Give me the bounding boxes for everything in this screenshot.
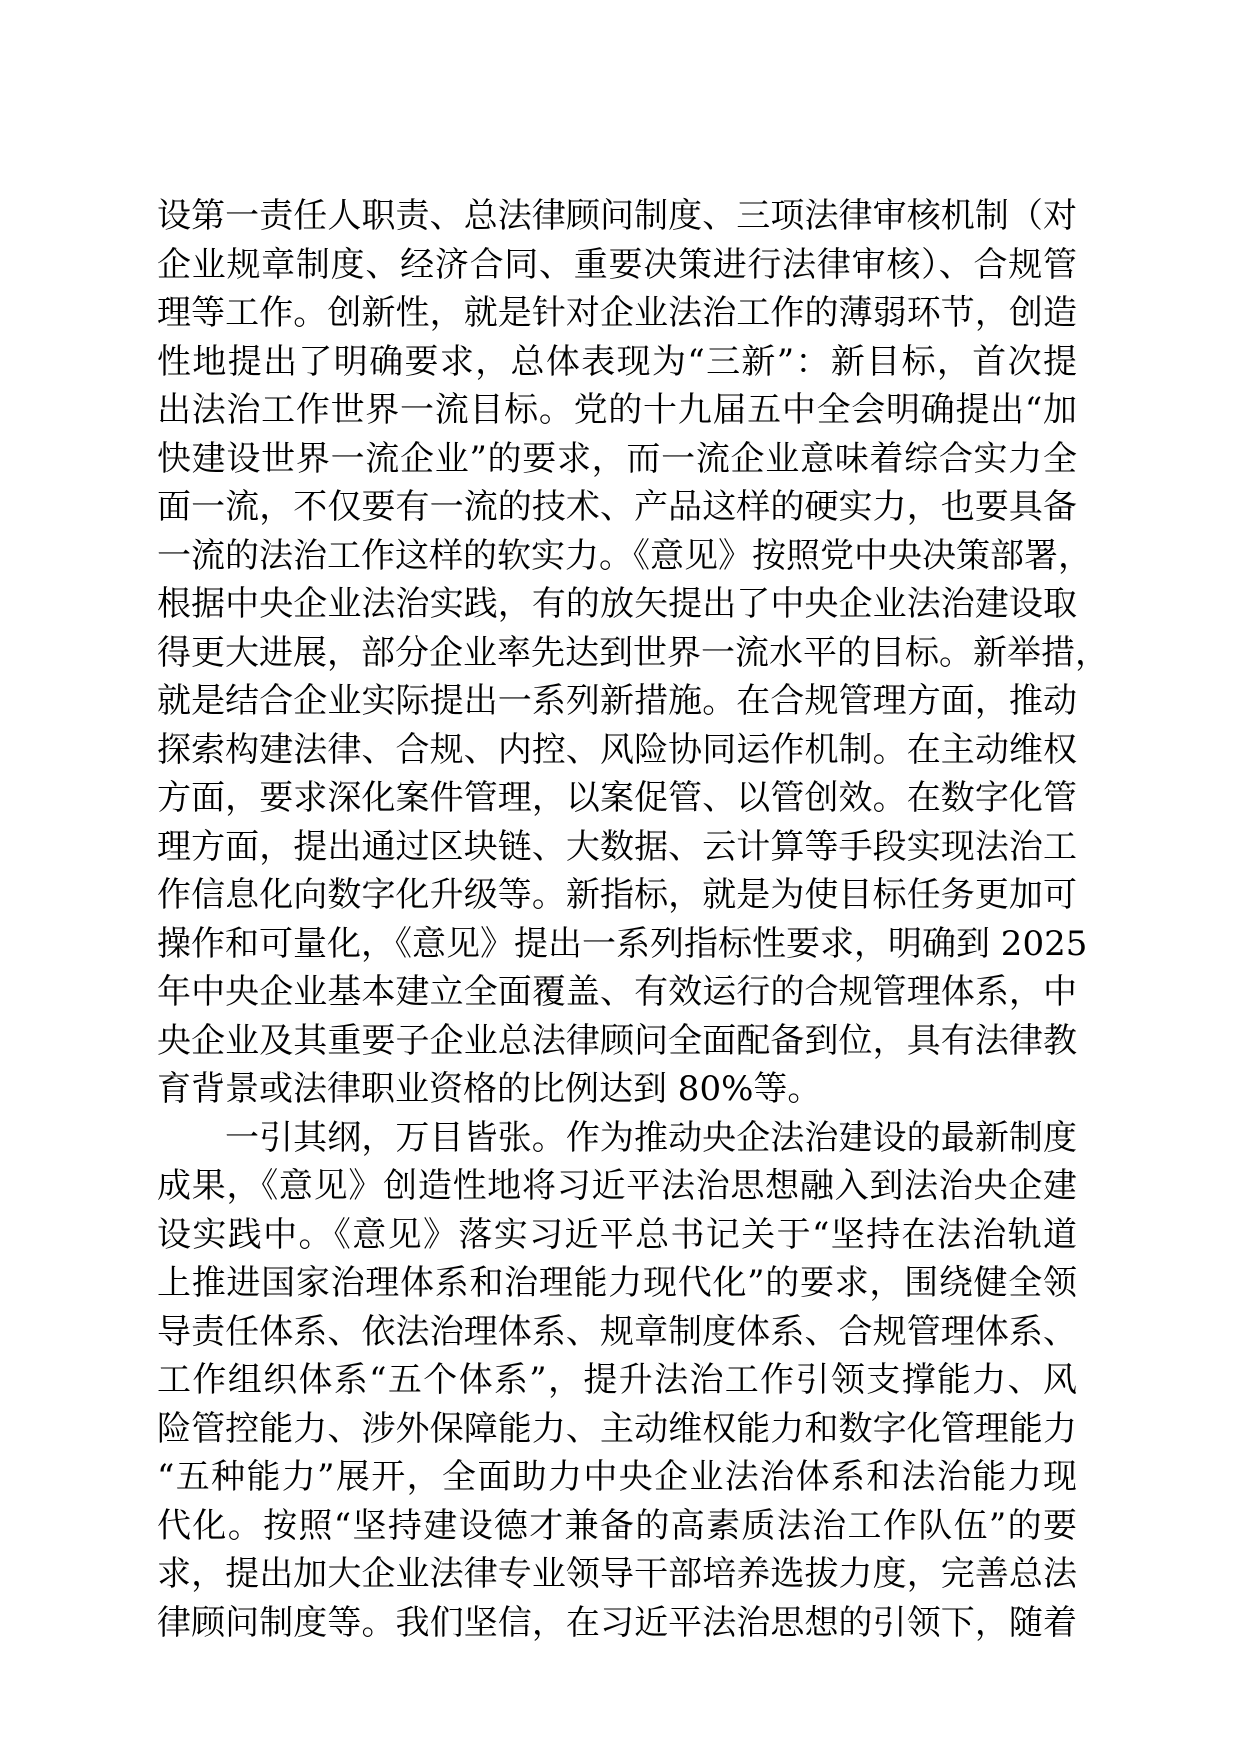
text-line: 育背景或法律职业资格的比例达到 80%等。 xyxy=(157,1069,822,1109)
text-line: 求，提出加大企业法律专业领导干部培养选拔力度，完善总法 xyxy=(157,1554,1077,1594)
paragraph xyxy=(157,192,1109,1114)
text-line: 面一流，不仅要有一流的技术、产品这样的硬实力，也要具备 xyxy=(157,487,1077,527)
text-line: 性地提出了明确要求，总体表现为“三新”：新目标，首次提 xyxy=(157,341,1077,382)
text-line: 得更大进展，部分企业率先达到世界一流水平的目标。新举措， xyxy=(157,632,1109,673)
text-line: 代化。按照“坚持建设德才兼备的高素质法治工作队伍”的要 xyxy=(157,1505,1077,1546)
text-line: 作信息化向数字化升级等。新指标，就是为使目标任务更加可 xyxy=(157,875,1077,915)
text-line: 一流的法治工作这样的软实力。《意见》按照党中央决策部署， xyxy=(157,535,1092,576)
text-line: 设实践中。《意见》落实习近平总书记关于“坚持在法治轨道 xyxy=(157,1214,1077,1255)
text-line: 导责任体系、依法治理体系、规章制度体系、合规管理体系、 xyxy=(157,1311,1077,1352)
text-line: 快建设世界一流企业”的要求，而一流企业意味着综合实力全 xyxy=(157,438,1077,479)
body-text xyxy=(157,192,1109,1647)
text-line: 就是结合企业实际提出一系列新措施。在合规管理方面，推动 xyxy=(157,681,1077,721)
text-line: 设第一责任人职责、总法律顾问制度、三项法律审核机制（对 xyxy=(157,196,1077,236)
text-line: 理等工作。创新性，就是针对企业法治工作的薄弱环节，创造 xyxy=(157,293,1077,333)
text-line: 上推进国家治理体系和治理能力现代化”的要求，围绕健全领 xyxy=(157,1263,1077,1303)
text-line: 操作和可量化，《意见》提出一系列指标性要求，明确到 2025 xyxy=(157,923,1088,964)
text-line: 律顾问制度等。我们坚信，在习近平法治思想的引领下，随着 xyxy=(157,1602,1077,1643)
paragraph xyxy=(157,1114,1077,1648)
text-line: 企业规章制度、经济合同、重要决策进行法律审核）、合规管 xyxy=(157,244,1077,285)
text-line: 险管控能力、涉外保障能力、主动维权能力和数字化管理能力 xyxy=(157,1408,1077,1449)
text-line: 央企业及其重要子企业总法律顾问全面配备到位，具有法律教 xyxy=(157,1020,1077,1061)
text-line: “五种能力”展开，全面助力中央企业法治体系和法治能力现 xyxy=(157,1457,1077,1497)
text-line: 年中央企业基本建立全面覆盖、有效运行的合规管理体系，中 xyxy=(157,972,1077,1012)
text-line: 成果，《意见》创造性地将习近平法治思想融入到法治央企建 xyxy=(157,1166,1077,1206)
text-line: 出法治工作世界一流目标。党的十九届五中全会明确提出“加 xyxy=(157,390,1077,430)
text-line: 根据中央企业法治实践，有的放矢提出了中央企业法治建设取 xyxy=(157,584,1077,624)
text-line: 探索构建法律、合规、内控、风险协同运作机制。在主动维权 xyxy=(157,729,1077,770)
text-line: 方面，要求深化案件管理，以案促管、以管创效。在数字化管 xyxy=(157,778,1077,818)
text-line: 一引其纲，万目皆张。作为推动央企法治建设的最新制度 xyxy=(225,1117,1077,1158)
text-line: 工作组织体系“五个体系”，提升法治工作引领支撑能力、风 xyxy=(157,1360,1077,1400)
text-line: 理方面，提出通过区块链、大数据、云计算等手段实现法治工 xyxy=(157,826,1077,867)
